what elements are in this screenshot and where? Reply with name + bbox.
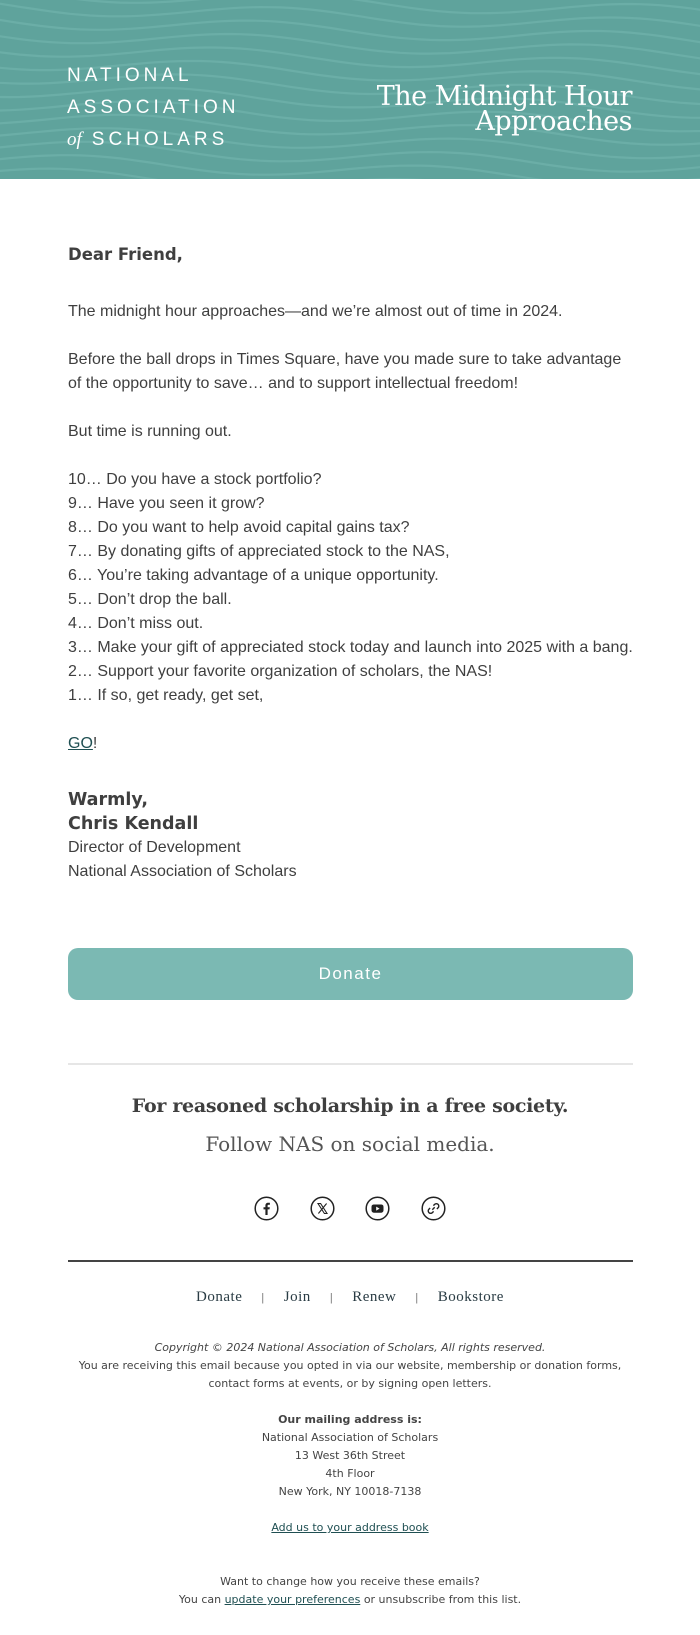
copyright: Copyright © 2024 National Association of Scholars, All rights reserved. [154, 1341, 546, 1354]
footer-link-join[interactable]: Join [283, 1289, 311, 1305]
footer-link-donate[interactable]: Donate [196, 1289, 243, 1305]
footer-motto: For reasoned scholarship in a free society. [131, 1095, 569, 1117]
wave-line [0, 0, 700, 13]
address-line: National Association of Scholars [261, 1431, 439, 1444]
logo-line-scholars [67, 124, 239, 156]
change-text: Want to change how you receive these emails? [220, 1575, 480, 1588]
countdown-item: 6… You’re taking advantage of a unique opportunity. [68, 567, 439, 584]
update-preferences-link[interactable]: update your preferences [224, 1593, 361, 1606]
donate-button[interactable]: Donate [68, 948, 633, 1000]
wave-line [0, 17, 700, 45]
link-icon[interactable] [421, 1196, 446, 1221]
signoff: Warmly, [68, 790, 149, 810]
signer-name: Chris Kendall [68, 814, 199, 834]
address-line: New York, NY 10018-7138 [278, 1485, 422, 1498]
countdown-item: 5… Don’t drop the ball. [68, 591, 232, 608]
mailing-label: Our mailing address is: [278, 1413, 422, 1426]
signer-org: National Association of Scholars [68, 863, 297, 880]
you-can-text: You can [178, 1593, 222, 1606]
facebook-icon[interactable] [254, 1196, 279, 1221]
paragraph-2: Before the ball drops in Times Square, have you made sure to take advantage of the opportunity to save… and to support intellectual freedom! [68, 351, 622, 392]
x-icon[interactable] [310, 1196, 335, 1221]
logo-scholars-word: SCHOLARS [91, 129, 229, 150]
greeting: Dear Friend, [68, 245, 183, 264]
letter-body [68, 243, 633, 884]
countdown-list [68, 468, 633, 708]
go-exclamation: ! [92, 735, 98, 752]
logo-line-national: NATIONAL [67, 65, 193, 86]
unsubscribe-text: or unsubscribe from this list. [363, 1593, 522, 1606]
logo-of: of [67, 129, 82, 150]
signer-title: Director of Development [68, 839, 241, 856]
paragraph-1: The midnight hour approaches—and we’re almost out of time in 2024. [68, 303, 563, 320]
footer-link-renew[interactable]: Renew [352, 1289, 397, 1305]
go-line [68, 732, 633, 756]
header-tagline: The Midnight Hour Approaches [376, 81, 632, 137]
countdown-item: 4… Don’t miss out. [68, 615, 204, 632]
link-separator: | [330, 1290, 333, 1304]
link-separator: | [415, 1290, 419, 1304]
email-header [0, 0, 700, 179]
wave-line [0, 33, 700, 61]
youtube-icon[interactable] [365, 1196, 390, 1221]
countdown-item: 3… Make your gift of appreciated stock today and launch into 2025 with a bang. [68, 639, 633, 656]
nas-logo[interactable] [67, 60, 239, 156]
link-separator: | [261, 1290, 265, 1304]
wave-line [0, 155, 700, 179]
divider [68, 1063, 633, 1065]
address-line: 4th Floor [325, 1467, 375, 1480]
social-icons [0, 1196, 700, 1222]
preferences-line [72, 1591, 628, 1609]
countdown-item: 8… Do you want to help avoid capital gains tax? [68, 519, 410, 536]
address-line: 13 West 36th Street [294, 1449, 406, 1462]
countdown-item: 9… Have you seen it grow? [68, 495, 265, 512]
countdown-item: 7… By donating gifts of appreciated stock to the NAS, [68, 543, 450, 560]
go-link[interactable]: GO [68, 735, 93, 752]
paragraph-3: But time is running out. [68, 423, 232, 440]
legal-footer [72, 1339, 628, 1609]
opt-in-reason: You are receiving this email because you opted in via our website, membership or donation forms, contact forms at events, or by signing open letters. [78, 1359, 622, 1390]
footer-follow: Follow NAS on social media. [205, 1132, 495, 1156]
logo-line-association: ASSOCIATION [67, 97, 240, 118]
countdown-item: 1… If so, get ready, get set, [68, 687, 264, 704]
address-book-link[interactable]: Add us to your address book [271, 1521, 429, 1534]
footer-link-bookstore[interactable]: Bookstore [437, 1289, 504, 1305]
countdown-item: 2… Support your favorite organization of scholars, the NAS! [68, 663, 493, 680]
footer-links [0, 1289, 700, 1306]
footer-divider [68, 1260, 633, 1262]
countdown-item: 10… Do you have a stock portfolio? [68, 471, 322, 488]
